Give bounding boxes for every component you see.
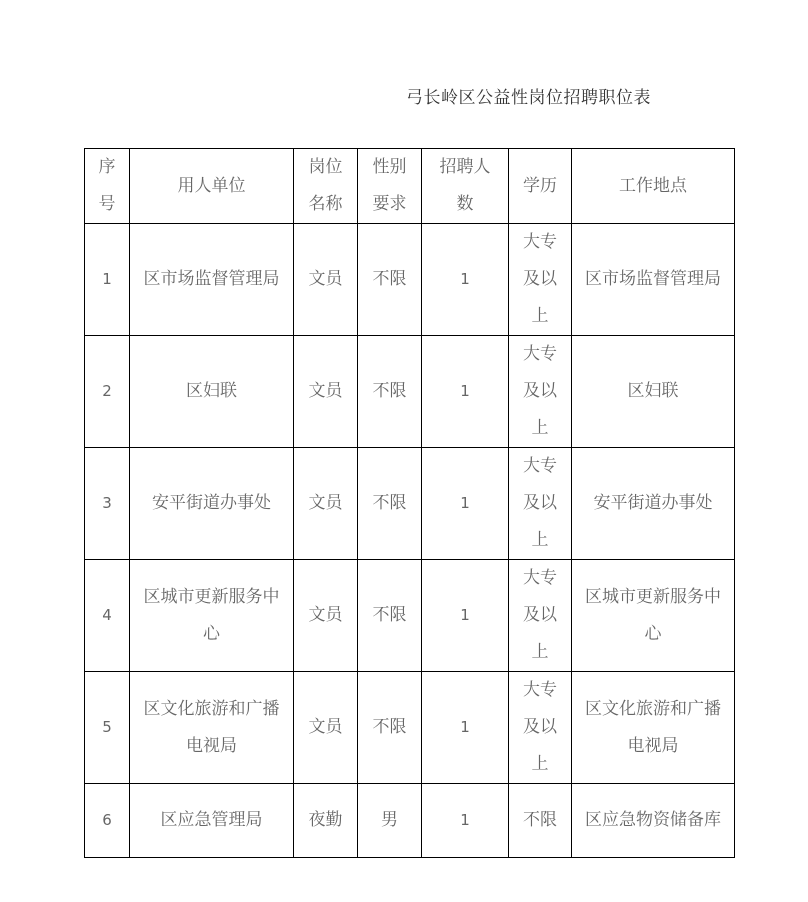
page-title: 弓长岭区公益性岗位招聘职位表 — [406, 88, 651, 108]
cell-gender: 不限 — [358, 336, 422, 448]
cell-seq: 1 — [85, 224, 130, 336]
header-location: 工作地点 — [572, 149, 735, 224]
cell-gender: 不限 — [358, 560, 422, 672]
cell-unit: 安平街道办事处 — [130, 448, 294, 560]
cell-count: 1 — [422, 560, 509, 672]
cell-gender: 不限 — [358, 224, 422, 336]
header-position: 岗位名称 — [294, 149, 358, 224]
cell-education: 大专及以上 — [509, 336, 572, 448]
cell-location: 区文化旅游和广播电视局 — [572, 672, 735, 784]
cell-unit: 区市场监督管理局 — [130, 224, 294, 336]
cell-gender: 男 — [358, 784, 422, 858]
cell-location: 区市场监督管理局 — [572, 224, 735, 336]
cell-education: 大专及以上 — [509, 560, 572, 672]
cell-position: 文员 — [294, 560, 358, 672]
cell-location: 区城市更新服务中心 — [572, 560, 735, 672]
cell-education: 不限 — [509, 784, 572, 858]
cell-position: 文员 — [294, 224, 358, 336]
cell-seq: 6 — [85, 784, 130, 858]
table-row — [85, 448, 735, 560]
cell-count: 1 — [422, 784, 509, 858]
cell-seq: 5 — [85, 672, 130, 784]
cell-position: 文员 — [294, 448, 358, 560]
cell-seq: 4 — [85, 560, 130, 672]
cell-seq: 2 — [85, 336, 130, 448]
header-education: 学历 — [509, 149, 572, 224]
cell-seq: 3 — [85, 448, 130, 560]
table-row — [85, 672, 735, 784]
table-row — [85, 784, 735, 858]
cell-count: 1 — [422, 672, 509, 784]
cell-unit: 区妇联 — [130, 336, 294, 448]
recruitment-table — [84, 148, 735, 858]
cell-education: 大专及以上 — [509, 448, 572, 560]
header-gender: 性别要求 — [358, 149, 422, 224]
cell-count: 1 — [422, 336, 509, 448]
cell-location: 区应急物资储备库 — [572, 784, 735, 858]
table-row — [85, 560, 735, 672]
cell-position: 文员 — [294, 336, 358, 448]
table-header-row — [85, 149, 735, 224]
header-unit: 用人单位 — [130, 149, 294, 224]
header-seq: 序号 — [85, 149, 130, 224]
cell-gender: 不限 — [358, 672, 422, 784]
cell-location: 区妇联 — [572, 336, 735, 448]
cell-gender: 不限 — [358, 448, 422, 560]
header-count: 招聘人数 — [422, 149, 509, 224]
cell-count: 1 — [422, 224, 509, 336]
cell-count: 1 — [422, 448, 509, 560]
cell-position: 夜勤 — [294, 784, 358, 858]
cell-unit: 区应急管理局 — [130, 784, 294, 858]
cell-unit: 区城市更新服务中心 — [130, 560, 294, 672]
table-row — [85, 336, 735, 448]
cell-education: 大专及以上 — [509, 672, 572, 784]
cell-education: 大专及以上 — [509, 224, 572, 336]
cell-unit: 区文化旅游和广播电视局 — [130, 672, 294, 784]
cell-position: 文员 — [294, 672, 358, 784]
table-row — [85, 224, 735, 336]
cell-location: 安平街道办事处 — [572, 448, 735, 560]
